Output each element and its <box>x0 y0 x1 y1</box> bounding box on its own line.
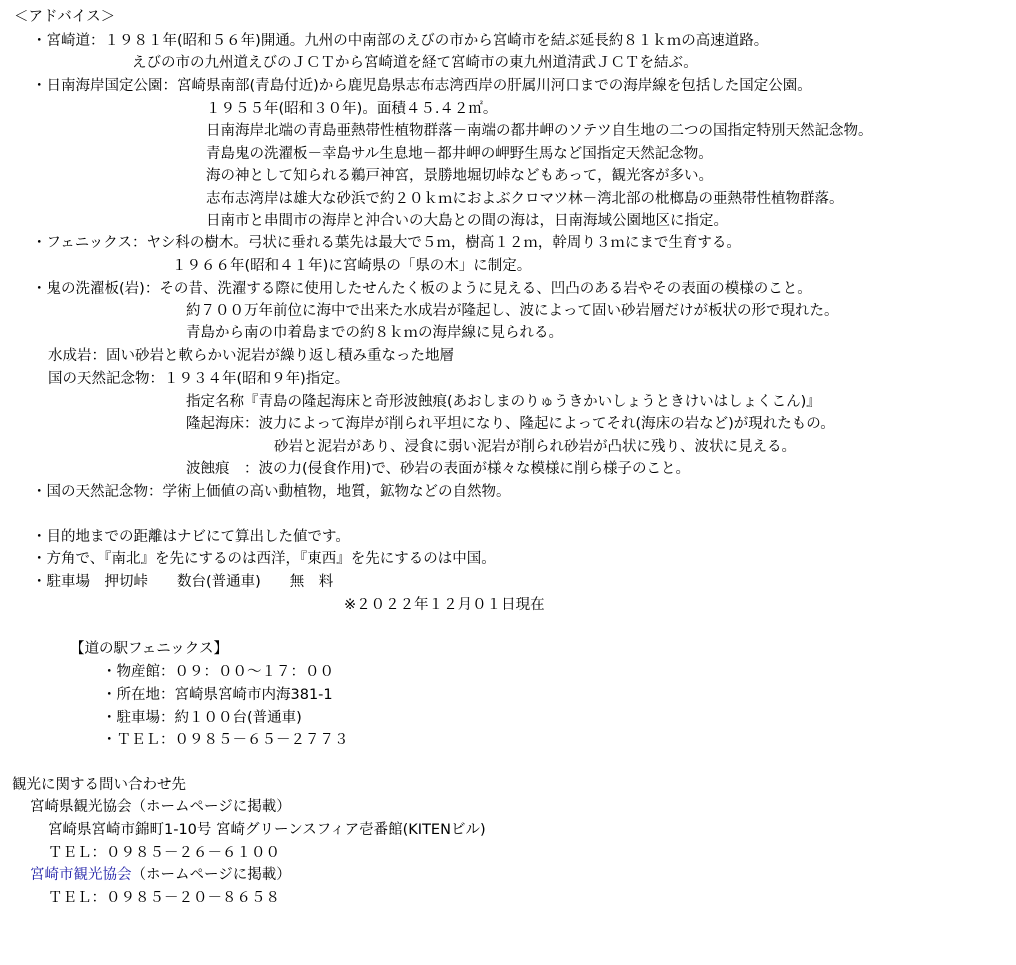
pref-association-address: 宮崎県宮崎市錦町1-10号 宮崎グリーンスフィア壱番館(KITENビル) <box>48 822 486 838</box>
phoenix-line-1: ・フェニックス：ヤシ科の樹木。弓状に垂れる葉先は最大で５ｍ，樹高１２ｍ，幹周り３ｍにまで生育する。 <box>32 235 741 251</box>
roadside-station-tel: ・ＴＥＬ：０９８５－６５－２７７３ <box>102 732 349 748</box>
contact-heading: 観光に関する問い合わせ先 <box>12 777 186 793</box>
advice-heading: ＜アドバイス＞ <box>14 9 116 25</box>
nichinan-park-line-7: 日南市と串間市の海岸と沖合いの大島との間の海は，日南海域公園地区に指定。 <box>206 213 728 229</box>
nichinan-park-line-1: ・日南海岸国定公園：宮崎県南部(青島付近)から鹿児島県志布志湾西岸の肝属川河口までの海岸線を包括した国定公園。 <box>32 78 812 94</box>
nichinan-park-line-2: １９５５年(昭和３０年)。面積４５.４２㎡。 <box>206 101 498 117</box>
oni-washboard-line-3: 青島から南の巾着島までの約８ｋｍの海岸線に見られる。 <box>186 325 563 341</box>
natural-monument-designation-line-3: 隆起海床：波力によって海岸が削られ平坦になり、隆起によってそれ(海床の岩など)が現れたもの。 <box>186 416 835 432</box>
miyazaki-road-line-2: えびの市の九州道えびのＪＣＴから宮崎道を経て宮崎市の東九州道清武ＪＣＴを結ぶ。 <box>132 55 698 71</box>
city-association-row <box>30 864 291 886</box>
pref-association-tel: ＴＥＬ：０９８５－２６－６１００ <box>48 845 280 861</box>
miyazaki-road-line-1: ・宮崎道：１９８１年(昭和５６年)開通。九州の中南部のえびの市から宮崎市を結ぶ延長約８１ｋｍの高速道路。 <box>32 33 769 49</box>
phoenix-line-2: １９６６年(昭和４１年)に宮崎県の「県の木」に制定。 <box>172 258 532 274</box>
nichinan-park-line-4: 青島鬼の洗濯板－幸島サル生息地－都井岬の岬野生馬など国指定天然記念物。 <box>206 146 713 162</box>
oni-washboard-line-2: 約７００万年前位に海中で出来た水成岩が隆起し、波によって固い砂岩層だけが板状の形で現れた。 <box>186 303 839 319</box>
oni-washboard-line-1: ・鬼の洗濯板(岩)：その昔、洗濯する際に使用したせんたく板のように見える、凹凸のある岩やその表面の模様のこと。 <box>32 281 812 297</box>
roadside-station-shop-hours: ・物産館：０９：００～１７：００ <box>102 664 334 680</box>
nichinan-park-line-5: 海の神として知られる鵜戸神宮，景勝地堀切峠などもあって，観光客が多い。 <box>206 168 714 184</box>
city-association-link[interactable]: 宮崎市観光協会 <box>30 867 132 883</box>
natural-monument-designation-line-2: 指定名称『青島の隆起海床と奇形波蝕痕(あおしまのりゅうきかいしょうときけいはしょくこん)』 <box>186 394 821 410</box>
roadside-station-title: 【道の駅フェニックス】 <box>70 641 229 657</box>
natural-monument-definition: ・国の天然記念物：学術上価値の高い動植物，地質，鉱物などの自然物。 <box>32 484 511 500</box>
natural-monument-designation-line-5: 波蝕痕 ：波の力(侵食作用)で、砂岩の表面が様々な模様に削ら様子のこと。 <box>186 461 691 477</box>
pref-association-name: 宮崎県観光協会（ホームページに掲載） <box>30 799 291 815</box>
city-association-tel: ＴＥＬ：０９８５－２０－８６５８ <box>48 890 280 906</box>
natural-monument-designation-line-4: 砂岩と泥岩があり、浸食に弱い泥岩が削られ砂岩が凸状に残り、波状に見える。 <box>274 439 796 455</box>
note-navi-distance: ・目的地までの距離はナビにて算出した値です。 <box>32 529 350 545</box>
city-association-suffix: （ホームページに掲載） <box>131 867 291 883</box>
natural-monument-designation-line-1: 国の天然記念物：１９３４年(昭和９年)指定。 <box>48 371 350 387</box>
nichinan-park-line-6: 志布志湾岸は雄大な砂浜で約２０ｋｍにおよぶクロマツ林－湾北部の枇榔島の亜熱帯性植物群落。 <box>206 191 844 207</box>
suiseigan-line: 水成岩：固い砂岩と軟らかい泥岩が繰り返し積み重なった地層 <box>48 348 454 364</box>
note-parking: ・駐車場 押切峠 数台(普通車) 無 料 <box>32 574 334 590</box>
nichinan-park-line-3: 日南海岸北端の青島亜熱帯性植物群落－南端の都井岬のソテツ自生地の二つの国指定特別天然記念物。 <box>206 123 873 139</box>
roadside-station-address: ・所在地：宮崎県宮崎市内海381-1 <box>102 687 333 703</box>
note-direction-order: ・方角で、『南北』を先にするのは西洋，『東西』を先にするのは中国。 <box>32 551 496 567</box>
roadside-station-parking: ・駐車場：約１００台(普通車) <box>102 710 302 726</box>
as-of-date: ※２０２２年１２月０１日現在 <box>344 597 545 613</box>
